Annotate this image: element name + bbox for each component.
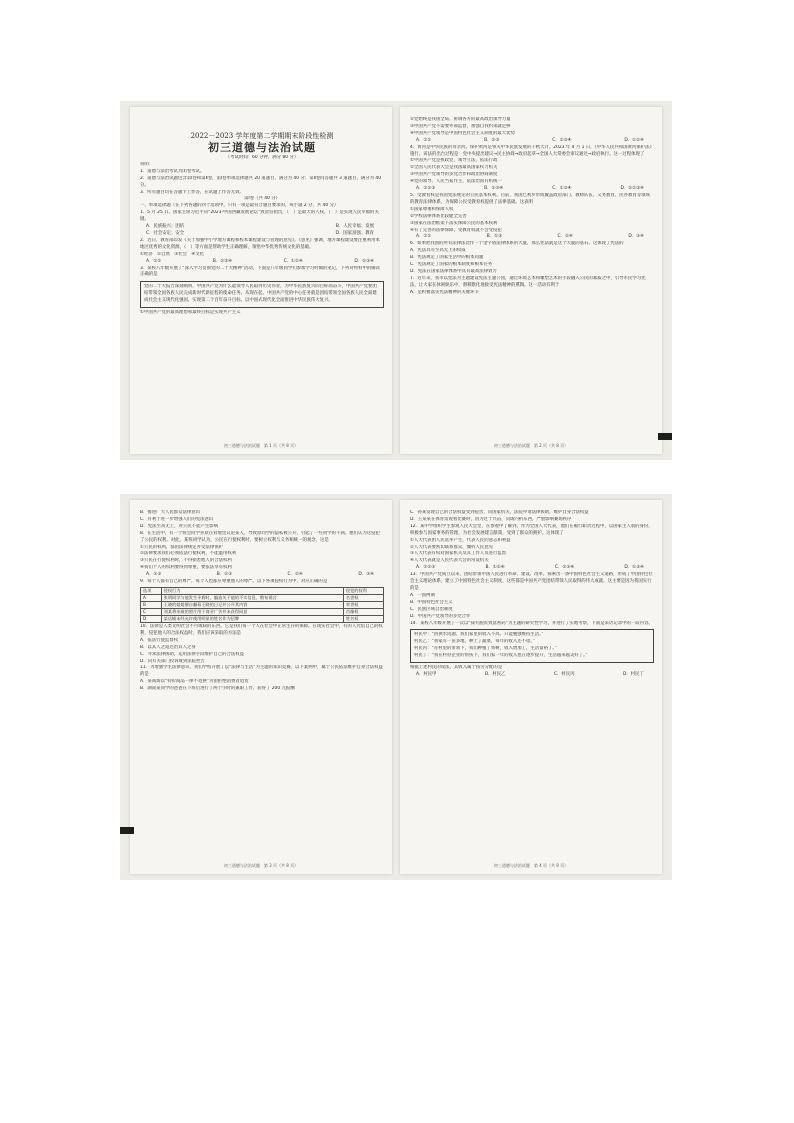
question-5-choice: ①国家尊重和保障人权 — [410, 206, 454, 212]
table-row — [141, 615, 384, 622]
exam-page-1 — [130, 107, 392, 454]
page-footer: 初三道德与法治试题 第 4 页（共 8 页） — [493, 863, 569, 868]
question-10-option: A．依法行使监督权 — [140, 637, 179, 643]
option: A．①② — [416, 137, 432, 143]
notice-list — [140, 169, 384, 197]
notice-item: 3．所有题目均在答题卡上作答，在试题上作答无效。 — [140, 189, 244, 195]
question-6-option: D．宪法在国家法律体系中具有最高法律效力 — [410, 268, 497, 274]
question-10-option: C．寻求法律援助，运用法律手段维护自己的合法权益 — [140, 651, 245, 657]
option: D．③④ — [358, 572, 374, 578]
question-12-choice: ①人大代表由人民选举产生，代表人民的意志和利益 — [410, 537, 511, 543]
exam-subject: 初三道德与法治试题 — [208, 141, 316, 154]
exam-page-3 — [130, 500, 392, 874]
question-5-choice: ④有了完善的法律保障，受教育权就不会受侵犯 — [410, 227, 502, 233]
table-cell: C — [141, 608, 162, 615]
question-6-option: A．宪法具有至高无上的权威 — [410, 248, 466, 254]
question-8-options — [140, 572, 384, 579]
question-10: 10．法律是人类文明社会不可或缺的东西。它是我们每一个人在社会中正常生存的保障。在现实社会中，有的人凭借自己的权利，侵犯他人的合法权益时，我们应该采取的方法是 — [140, 623, 383, 636]
table-cell: A — [141, 594, 162, 601]
time-note: （考试时间：60 分钟，满分 80 分） — [225, 155, 299, 160]
question-14-interview-box — [410, 629, 654, 663]
question-1-options — [140, 224, 384, 231]
question-11-option: C．孙某发现自己的合法权益受到侵害，向国家机关、法院申请法律援助，维护自身合法权益 — [410, 510, 589, 515]
question-9: 9．每个人都有自己的尊严，每个人也都应尊重他人的尊严。以下各项侵权行为中，对应正确的是 — [140, 579, 328, 585]
table-cell: 肖像权 — [343, 608, 383, 615]
table-cell: 刘某将亲戚的照片用于商业广告并未获得同意 — [161, 608, 343, 615]
table-header: 侵权行为 — [161, 587, 343, 594]
material-text: 党的二十大报告深刻阐明，中国共产党为什么能领导人民取得历史伟业，为中华民族复兴的目标而奋斗，中国共产党要团结带领全国各族人民完成新时代新征程的使命任务。从现在起，中国共产党的中心任务就是团结带领全国各族人民全面建成社会主义现代化强国、实现第二个百年奋斗目标，以中国式现代化全面推进中华民族伟大复兴。 — [144, 284, 377, 304]
exam-photo-pages-3-4 — [120, 494, 672, 880]
question-6-option: B．宪法规定了国家生活中的根本问题 — [410, 255, 484, 261]
notice-heading: 说明： — [140, 161, 154, 167]
interview-line: 村民丙：“在村里的带领下，我们种植了果树，收入增加了，生活富裕了。” — [414, 646, 557, 652]
option: A．①② — [416, 234, 432, 240]
option: B．②③④ — [212, 258, 233, 264]
option: D．②③④ — [354, 258, 374, 264]
question-2-choices: ①经济 ②自然 ③社会 ④文化 — [140, 251, 205, 257]
table-cell: B — [141, 601, 162, 608]
question-3-choice: ②党始终是我国全局、协调各方的最高政治领导力量 — [410, 117, 511, 122]
interview-line: 村民丁：“我在村办企业的帮扶下，我们家一年的收入也在逐步提升，生活越来越美好了。” — [414, 653, 588, 659]
option: D．国家富强；教育 — [335, 230, 374, 236]
question-13: 13．中国共产党成立以来，团结带领中国人民进行革命、建设、改革，探索出一条中国特色社会主义道路，形成了中国特色社会主义理论体系，建立了中国特色社会主义制度，这些都是中国共产党团结带领人民取得的伟大成就。这主要是因为我国实行的是 — [410, 572, 653, 591]
exam-title: 2022－2023 学年度第二学期期末阶段性检测 — [190, 132, 334, 140]
option: A．①③ — [146, 572, 162, 578]
table-cell: 名誉权 — [343, 594, 383, 601]
exam-page-4 — [400, 500, 662, 874]
option: D．①③④ — [624, 565, 644, 571]
option: D．村民丁 — [623, 671, 644, 677]
question-4-choice: ④党的领导、人民当家作主、依法治国有机统一 — [410, 179, 502, 185]
option: C．②③④ — [554, 565, 575, 571]
option: A．村民甲 — [416, 671, 437, 677]
question-2-options — [140, 259, 384, 266]
option: B．②③ — [216, 572, 233, 578]
option: C．②④ — [287, 572, 303, 578]
option: C．②④ — [557, 234, 573, 240]
page-footer: 初三道德与法治试题 第 3 页（共 8 页） — [223, 863, 299, 868]
option: A．①② — [146, 258, 162, 264]
question-3: 3．某校八年级开展了“深入学习贯彻党的二十大精神”活动，下面是八年级同学们参加学习时做的笔记，下列对材料中的解读正确的是 — [140, 265, 381, 278]
table-row — [141, 608, 384, 615]
question-13-option: C．民族区域自治制度 — [410, 606, 453, 612]
question-14: 14．某校八年级开展了一次以“探究脱贫致富密码”为主题的研究性学习，并进行了实地考察，下面是采访记录中的一段内容。 — [410, 620, 653, 626]
question-12-choice: ④人大代表就是人民代表大会的常设机关 — [410, 558, 489, 564]
option: B．人民幸福；发展 — [335, 224, 374, 230]
question-7-option: D．宪法至高无上，对公民不能产生影响 — [140, 523, 219, 529]
question-2: 2．近日，教育部印发《关于加强中小学地方课程和校本课程建设与管理的意见》。《意见》强调，地方课程建设要注重利用本地区优秀的文化资源，（ ）等方面是帮助学生正确理解，领悟中华优秀传统文化的基础。 — [140, 237, 380, 250]
page-footer: 初三道德与法治试题 第 1 页（共 8 页） — [223, 443, 299, 448]
option: B．①②④ — [485, 565, 505, 571]
option: A．①②③ — [416, 565, 436, 571]
exam-photo-pages-1-2 — [120, 101, 672, 460]
question-5-choice: ③国家在法治框架下落实保障公民的基本权利 — [410, 220, 498, 226]
interview-line: 村民甲：“因供水问题，我们家里的收入不高，只能勉强维持生活。” — [414, 632, 544, 638]
table-cell: 姓名权 — [343, 615, 383, 622]
option: C．②③④ — [552, 137, 572, 143]
question-11: 11．为增强学生法律意识，我们学校开展了以“法律与生活”为主题的知识竞赛。以下案例中，属于公民依法维护自身合法权益的是 — [140, 665, 383, 678]
question-8: 8．在生活中，有一个班会同学喜欢在背地里议论某人，导致原同学的隐私被公开，引起了一些同学的不满。他们认为这侵犯了公民的权利。对此，某班同学认为，公民在行使权利时，要树立权利与义务相统一的观念，这是 — [140, 530, 380, 543]
question-12-choice: ③人大代表有权对国家机关及其工作人员进行监督 — [410, 551, 507, 557]
question-13-option: B．中国特色社会主义 — [410, 599, 453, 605]
question-14-options — [410, 672, 654, 679]
table-cell: 王晓的姐姐擅自翻看王晓的日记并公开其内容 — [161, 601, 343, 608]
question-5: 5．受教育权是我国宪法规定的公民基本权利。目前，我国已初步形成覆盖政府部门、教师队伍、义务教育、民办教育等领域的教育法律体系，为保障公民受教育权提供了法律基础。这表明 — [410, 192, 650, 205]
option: C．①③④ — [552, 186, 572, 192]
question-9-table — [140, 587, 384, 623]
option: C．村民丙 — [553, 671, 575, 677]
option: B．①③ — [486, 234, 503, 240]
table-cell: 荣誉权 — [343, 601, 383, 608]
question-11-option: B．湖南某同学的爸爸在下班后进行了两个小时的兼职工作，获得了 200 元报酬 — [140, 686, 295, 692]
option: B．①③④ — [484, 186, 504, 192]
question-7-option: C．有利于进一步增强人们的宪法意识 — [140, 516, 214, 522]
table-header: 选项 — [141, 587, 162, 594]
question-3-choice: ①中国共产党的最高理想和最终目标是实现共产主义 — [140, 310, 241, 316]
question-8-choice: ④我们个人的权利要得到尊重，要依法享有权利 — [140, 565, 232, 571]
question-6-option: C．宪法规定了国家的根本制度和根本任务 — [410, 262, 493, 268]
question-3-material-box — [140, 281, 384, 308]
table-cell: 某店铺未经允许使用明星的姓名作为招牌 — [161, 615, 343, 622]
notice-item: 2．道德与法治试题包含第Ⅰ卷和第Ⅱ卷，第Ⅰ卷单项选择题共 20 道题目，满分为 40 分；第Ⅱ卷问答题共 3 道题目，满分为 40 分。 — [140, 175, 382, 188]
option: D．①②④ — [624, 137, 644, 143]
question-11-option: D．王某某在体育馆观看比赛时，因为过于兴奋，向场内扔东西，严重影响赛场秩序 — [410, 516, 572, 522]
table-header: 侵犯的权利 — [343, 587, 383, 594]
question-4-choice: ②全国人民代表大会是我国最高国家权力机关 — [410, 165, 498, 171]
question-7-option: A．是积极落实宪法精神的关键环节 — [410, 289, 479, 295]
question-8-choice: ③公民在行使权利时，不得损害他人的合法权利 — [140, 558, 232, 564]
option: C．①②④ — [283, 258, 303, 264]
table-row — [141, 594, 384, 601]
question-8-choice: ①公民的权利，都由法律规定并受法律保护 — [140, 544, 223, 550]
question-5-options — [410, 234, 654, 241]
question-5-choice: ②学校法律体系比较健全完善 — [410, 213, 467, 219]
question-3-options — [410, 138, 654, 145]
question-8-choice: ②法律要求我们必须依法行使权利，不能滥用权利 — [140, 551, 237, 557]
binding-mark — [120, 827, 134, 834]
question-7-option: B．推进广大人民群众法律意识 — [140, 510, 201, 515]
question-7: 7．近年来，我市以宪法为主题建设宪法主题公园，通过环境艺术和雕塑艺术的手段融入公民的素质之中，引导市民学习宪法，让大家在休闲娱乐中，潜移默化地接受宪法精神的熏陶。这一活动有利于 — [410, 275, 646, 288]
page-footer: 初三道德与法治试题 第 2 页（共 8 页） — [493, 443, 569, 448]
notice-item: 1．道德与法治考试为闭卷考试。 — [140, 168, 205, 174]
question-12-options — [410, 565, 654, 572]
question-14-prompt: 根据上述村民的说法，其收入属于按劳分配的是 — [410, 665, 503, 671]
question-3-choice: ④中国共产党领导是中国特色社会主义制度的最大优势 — [410, 130, 515, 136]
question-13-option: D．中国共产党领导的多党合作 — [410, 613, 471, 619]
question-1-options — [140, 231, 384, 238]
question-12-choice: ②人大代表要密切联系群众，倾听人民意见 — [410, 544, 493, 550]
option: A．民族振兴；团结 — [146, 224, 185, 230]
table-cell: D — [141, 615, 162, 622]
question-10-option: B．以其人之道还治其人之身 — [140, 644, 196, 650]
option: C．社会安定；安全 — [146, 230, 185, 236]
question-4-options — [410, 186, 654, 193]
question-4: 4．黄河是中华民族的母亲河。保护黄河是事关中华民族发展的千秋大计。2023 年 4 月 1 日，《中华人民共和国黄河保护法》施行。该法的出台过程是：党中央提出建议→民主协商→政府起草→全国人大常委会审议通过→政府执行。这一过程体现了 — [410, 144, 654, 157]
option: A．①②③ — [416, 186, 436, 192]
question-6: 6．如果把我国的所有法律法比作一个金字塔法律体系的大厦，那么宪法就是这个大厦的基石。这体现了宪法的 — [410, 241, 624, 247]
exam-page-2 — [400, 107, 662, 454]
table-header-row — [141, 587, 384, 594]
question-10-option: D．向有关部门投诉或到法院控告 — [140, 658, 205, 664]
table-row — [141, 601, 384, 608]
table-cell: 张明同学与他发生矛盾时，编造关于他的不实信息，散布谣言 — [161, 594, 343, 601]
question-4-choice: ①中国共产党是执政党，领导立法，依法行政 — [410, 158, 498, 164]
option: D．①②③④ — [620, 186, 644, 192]
question-13-option: A．一国两制 — [410, 592, 435, 598]
binding-mark — [658, 433, 672, 440]
question-1: 1．5 月 25 日，国家主席习近平向“2023·中国西藏发展论坛”致贺信指出，（ ）是最大的人权，（ ）是实现人民幸福的关键。 — [140, 210, 379, 223]
question-4-choice: ③中国共产党领导的多党合作和政治协商制度 — [410, 172, 498, 178]
option: D．③④ — [628, 234, 644, 240]
option: B．村民乙 — [484, 671, 506, 677]
question-11-option: A．某商场以“特价商品一律不退换”为由拒绝消费者退货 — [140, 679, 249, 685]
part1-heading: 第Ⅰ卷（共 40 分） — [243, 196, 281, 202]
interview-line: 村民乙：“我家有一亩多地，种上了蔬菜，每年的收入还不错。” — [414, 639, 535, 645]
part1-instructions: 一、单项选择题（在下列各题的四个选项中，只有一项是最符合题目要求的，每小题 2 分，共 40 分） — [140, 203, 339, 209]
question-12: 12．某中学组织学生参观人民大会堂，在参观中了解到，作为全国人大代表，他们在履行职责过程中，以国家主人翁的身份，积极参与国家事务的管理，为社会发展建言献策，受到了群众的拥护。这体现了 — [410, 523, 653, 536]
option: B．②③ — [484, 137, 500, 143]
question-3-choice: ③中国共产党不需要外部监督，加强自我约束就足够 — [410, 123, 511, 129]
